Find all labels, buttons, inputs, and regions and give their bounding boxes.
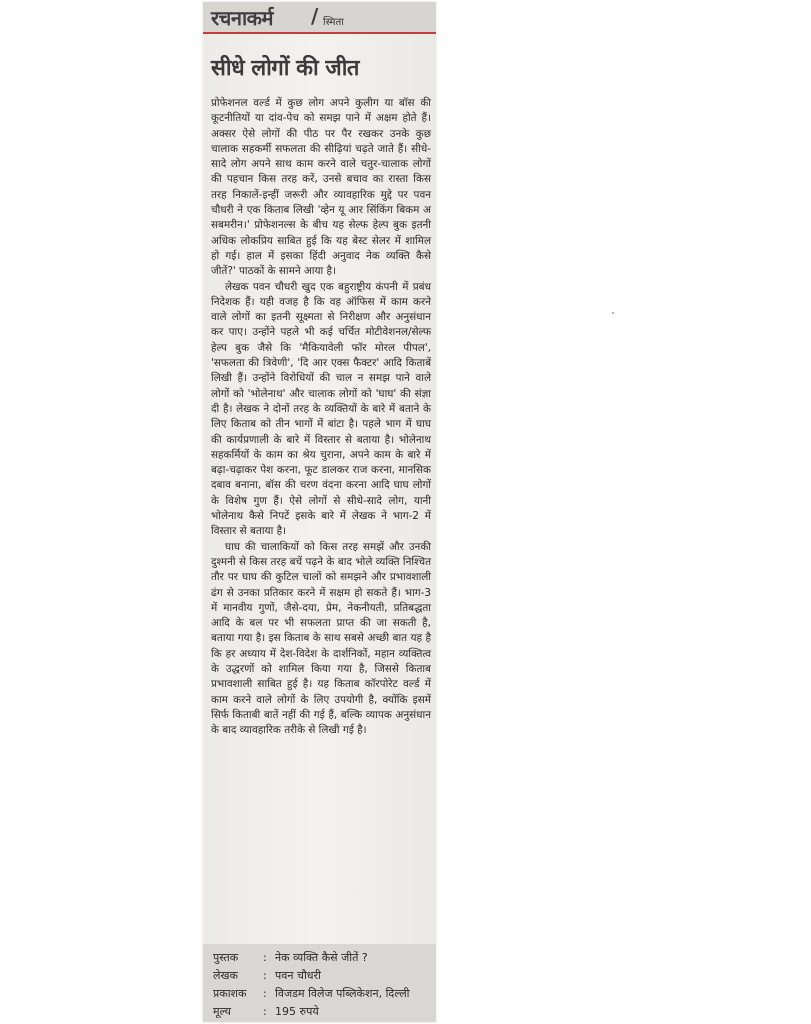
book-info-label: मूल्य bbox=[213, 1005, 231, 1018]
book-info-row-title bbox=[213, 950, 368, 965]
scan-speck bbox=[612, 312, 614, 314]
column-author: स्मिता bbox=[323, 17, 344, 28]
book-info-colon: : bbox=[263, 987, 267, 1000]
book-info-value: पवन चौधरी bbox=[275, 969, 321, 982]
book-info-colon: : bbox=[263, 1005, 267, 1018]
article-paragraph: घाघ की चालाकियों को किस तरह समझें और उनकी दुश्मनी से किस तरह बचें पढ़ने के बाद भोले व्यक्ति निश्चित तौर पर घाघ की कुटिल चालों को समझने और प्रभावशाली ढंग से उनका प्रतिकार करने में सक्षम हो सकते हैं। भाग-3 में मानवीय गुणों, जैसे-दया, प्रेम, नेकनीयती, प्रतिबद्धता आदि के बल पर भी सफलता प्राप्त की जा सकती है, बताया गया है। इस किताब के साथ सबसे अच्छी बात यह है कि हर अध्याय में देश-विदेश के दार्शनिकों, महान व्यक्तित्व के उद्धरणों को शामिल किया गया है, जिससे किताब प्रभावशाली साबित हुई है। यह किताब कॉरपोरेट वर्ल्ड में काम करने वाले लोगों के लिए उपयोगी है, क्योंकि इसमें सिर्फ किताबी बातें नहीं की गई हैं, बल्कि व्यापक अनुसंधान के बाद व्यावहारिक तरीके से लिखी गई है। bbox=[211, 540, 431, 737]
column-header bbox=[203, 2, 436, 34]
book-info-label: प्रकाशक bbox=[213, 987, 247, 1000]
book-info-colon: : bbox=[263, 951, 267, 964]
header-separator: / bbox=[311, 4, 319, 28]
book-info-value: विजडम विलेज पब्लिकेशन, दिल्ली bbox=[275, 987, 410, 1000]
book-info-row-price bbox=[213, 1004, 319, 1019]
column-series-name: रचनाकर्म bbox=[211, 6, 273, 30]
book-info-label: लेखक bbox=[213, 969, 238, 982]
article-paragraph: लेखक पवन चौधरी खुद एक बहुराष्ट्रीय कंपनी में प्रबंध निदेशक हैं। यही वजह है कि वह ऑफिस में काम करने वाले लोगों का इतनी सूक्ष्मता से निरीक्षण और अनुसंधान कर पाए। उन्होंने पहले भी कई चर्चित मोटीवेशनल/सेल्फ हेल्प बुक जैसे कि 'मैकियावेली फॉर मोरल पीपल', 'सफलता की त्रिवेणी', 'दि आर एक्स फैक्टर' आदि किताबें लिखी हैं। उन्होंने विरोधियों की चाल न समझ पाने वाले लोगों को 'भोलेनाथ' और चालाक लोगों को 'घाघ' की संज्ञा दी है। लेखक ने दोनों तरह के व्यक्तियों के बारे में बताने के लिए किताब को तीन भागों में बांटा है। पहले भाग में घाघ की कार्यप्रणाली के बारे में विस्तार से बताया है। भोलेनाथ सहकर्मियों के काम का श्रेय चुराना, अपने काम के बारे में बढ़ा-चढ़ाकर पेश करना, फूट डालकर राज करना, मानसिक दबाव बनाना, बॉस की चरण वंदना करना आदि घाघ लोगों के विशेष गुण हैं। ऐसे लोगों से सीधे-सादे लोग, यानी भोलेनाथ कैसे निपटें इसके बारे में लेखक ने भाग-2 में विस्तार से बताया है। bbox=[211, 280, 431, 538]
article-title: सीधे लोगों की जीत bbox=[211, 56, 359, 81]
book-info-value: 195 रुपये bbox=[275, 1005, 319, 1018]
book-info-box bbox=[203, 944, 436, 1022]
book-info-row-author bbox=[213, 968, 321, 983]
newspaper-clipping bbox=[203, 2, 436, 1022]
article-paragraph: प्रोफेशनल वर्ल्ड में कुछ लोग अपने कुलीग या बॉस की कूटनीतियों या दांव-पेच को समझ पाने में अक्षम होते हैं। अक्सर ऐसे लोगों की पीठ पर पैर रखकर उनके कुछ चालाक सहकर्मी सफलता की सीढ़ियां चढ़ते जाते हैं। सीधे-सादे लोग अपने साथ काम करने वाले चतुर-चालाक लोगों की पहचान किस तरह करें, उनसे बचाव का रास्ता किस तरह निकालें-इन्हीं जरूरी और व्यावहारिक मुद्दे पर पवन चौधरी ने एक किताब लिखी 'व्हेन यू आर सिंकिंग बिकम अ सबमरीन।' प्रोफेशनल्स के बीच यह सेल्फ हेल्प बुक इतनी अधिक लोकप्रिय साबित हुई कि यह बेस्ट सेलर में शामिल हो गई। हाल में इसका हिंदी अनुवाद नेक व्यक्ति कैसे जीतें?' पाठकों के सामने आया है। bbox=[211, 97, 431, 278]
article-body bbox=[211, 96, 431, 738]
book-info-colon: : bbox=[263, 969, 267, 982]
book-info-value: नेक व्यक्ति कैसे जीतें ? bbox=[275, 951, 368, 964]
book-info-row-publisher bbox=[213, 986, 410, 1001]
book-info-label: पुस्तक bbox=[213, 951, 239, 964]
